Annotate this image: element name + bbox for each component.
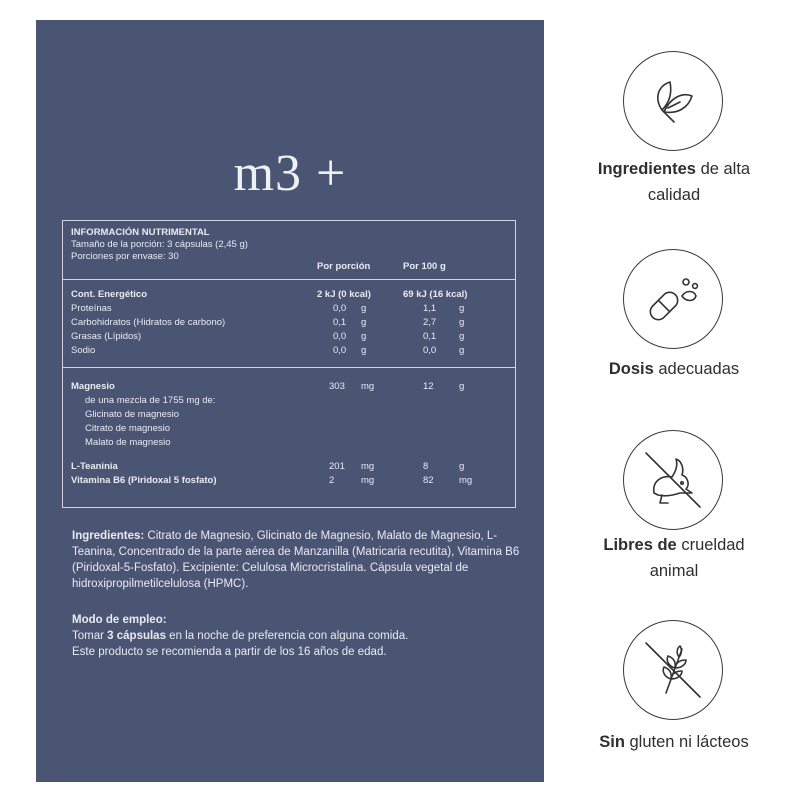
product-label-panel <box>36 20 544 782</box>
column-headers <box>63 261 515 273</box>
portion-unit: mg <box>361 475 375 486</box>
ingredients-text: Citrato de Magnesio, Glicinato de Magnesio, Malato de Magnesio, L-Teanina, Concentrado de la parte aérea de Manzanilla (Matricaria recutita), Vitamina B6 (Piridoxal-5-Fosfato). Excipiente: Celulosa Microcristalina. Cápsula vegetal de hidroxipropilmetilcelulosa (HPMC). <box>72 530 520 590</box>
per100-value: 0,1 <box>423 331 437 342</box>
per100-unit: g <box>459 303 465 314</box>
feature-gluten-free <box>564 729 784 755</box>
nutrient-label: Vitamina B6 (Piridoxal 5 fosfato) <box>71 475 217 486</box>
sub-label: Citrato de magnesio <box>85 423 171 434</box>
usage-text: en la noche de preferencia con alguna comida. <box>165 630 409 642</box>
energy-row <box>63 289 515 301</box>
divider <box>63 279 515 280</box>
per100-value: 82 <box>423 475 434 486</box>
portion-unit: mg <box>361 381 375 392</box>
portion-value: 0,0 <box>333 345 347 356</box>
portion-unit: g <box>361 317 367 328</box>
per100-value: 1,1 <box>423 303 437 314</box>
magnesium-sub-row <box>63 423 515 435</box>
ingredients-label: Ingredientes: <box>72 530 145 542</box>
magnesium-sub-row <box>63 395 515 407</box>
portion-value: 201 <box>329 461 345 472</box>
serving-size: Tamaño de la porción: 3 cápsulas (2,45 g) <box>71 239 248 250</box>
portion-unit: mg <box>361 461 375 472</box>
per100-unit: mg <box>459 475 473 486</box>
per100-unit: g <box>459 317 465 328</box>
usage-text: Tomar <box>72 630 108 642</box>
portion-unit: g <box>361 345 367 356</box>
per100-unit: g <box>459 331 465 342</box>
b6-row <box>63 475 515 487</box>
feature-text: animal <box>649 562 699 580</box>
per100-unit: g <box>459 345 465 356</box>
usage-line-2: Este producto se recomienda a partir de los 16 años de edad. <box>72 646 387 658</box>
nutrient-label: Proteínas <box>71 303 112 314</box>
feature-text: calidad <box>647 186 701 204</box>
feature-text: adecuadas <box>653 360 740 378</box>
nutrition-title: INFORMACIÓN NUTRIMENTAL <box>71 227 210 238</box>
energy-label: Cont. Energético <box>71 289 148 300</box>
leaf-icon <box>623 51 723 151</box>
portion-value: 0,0 <box>333 303 347 314</box>
nutrient-row <box>63 303 515 315</box>
feature-bold: Ingredientes <box>597 160 696 178</box>
portion-value: 0,0 <box>333 331 347 342</box>
feature-cruelty-free <box>564 532 784 584</box>
nutrient-label: L-Teaninia <box>71 461 118 472</box>
portion-value: 303 <box>329 381 345 392</box>
servings-per-container: Porciones por envase: 30 <box>71 251 179 262</box>
feature-text: de alta <box>695 160 751 178</box>
capsule-icon <box>623 249 723 349</box>
portion-unit: g <box>361 331 367 342</box>
nutrient-label: Grasas (Lípidos) <box>71 331 142 342</box>
nutrient-row <box>63 331 515 343</box>
sub-label: de una mezcla de 1755 mg de: <box>85 395 216 406</box>
usage-section <box>72 612 522 660</box>
nutrient-label: Magnesio <box>71 381 115 392</box>
col-per-portion: Por porción <box>317 261 371 272</box>
per100-unit: g <box>459 381 465 392</box>
magnesium-sub-row <box>63 409 515 421</box>
nutrient-row <box>63 345 515 357</box>
nutrition-facts-table <box>62 220 516 508</box>
feature-bold: Dosis <box>608 360 654 378</box>
portion-unit: g <box>361 303 367 314</box>
nutrient-label: Carbohidratos (Hidratos de carbono) <box>71 317 226 328</box>
magnesium-sub-row <box>63 437 515 449</box>
per100-value: 12 <box>423 381 434 392</box>
feature-quality <box>564 156 784 208</box>
teanine-row <box>63 461 515 473</box>
sub-label: Malato de magnesio <box>85 437 171 448</box>
feature-dosage <box>564 356 784 382</box>
col-per-100g: Por 100 g <box>403 261 446 272</box>
feature-text: crueldad <box>676 536 745 554</box>
portion-value: 0,1 <box>333 317 347 328</box>
feature-text: gluten ni lácteos <box>624 733 749 751</box>
sub-label: Glicinato de magnesio <box>85 409 179 420</box>
feature-bold: Sin <box>599 733 625 751</box>
nutrient-row <box>63 317 515 329</box>
magnesium-row <box>63 381 515 393</box>
usage-line-1 <box>72 628 522 644</box>
portion-value: 2 <box>329 475 335 486</box>
divider <box>63 367 515 368</box>
per100-value: 0,0 <box>423 345 437 356</box>
usage-label: Modo de empleo: <box>72 614 167 626</box>
energy-portion: 2 kJ (0 kcal) <box>317 289 371 300</box>
energy-per100: 69 kJ (16 kcal) <box>403 289 468 300</box>
nutrition-header <box>71 227 248 263</box>
per100-value: 8 <box>423 461 429 472</box>
cruelty-free-rabbit-icon <box>623 430 723 530</box>
usage-dose: 3 cápsulas <box>107 630 166 642</box>
brand-title: m3 + <box>233 145 347 202</box>
feature-bold: Libres de <box>603 536 677 554</box>
ingredients-paragraph <box>72 528 522 592</box>
per100-unit: g <box>459 461 465 472</box>
gluten-free-wheat-icon <box>623 620 723 720</box>
per100-value: 2,7 <box>423 317 437 328</box>
nutrient-label: Sodio <box>71 345 96 356</box>
